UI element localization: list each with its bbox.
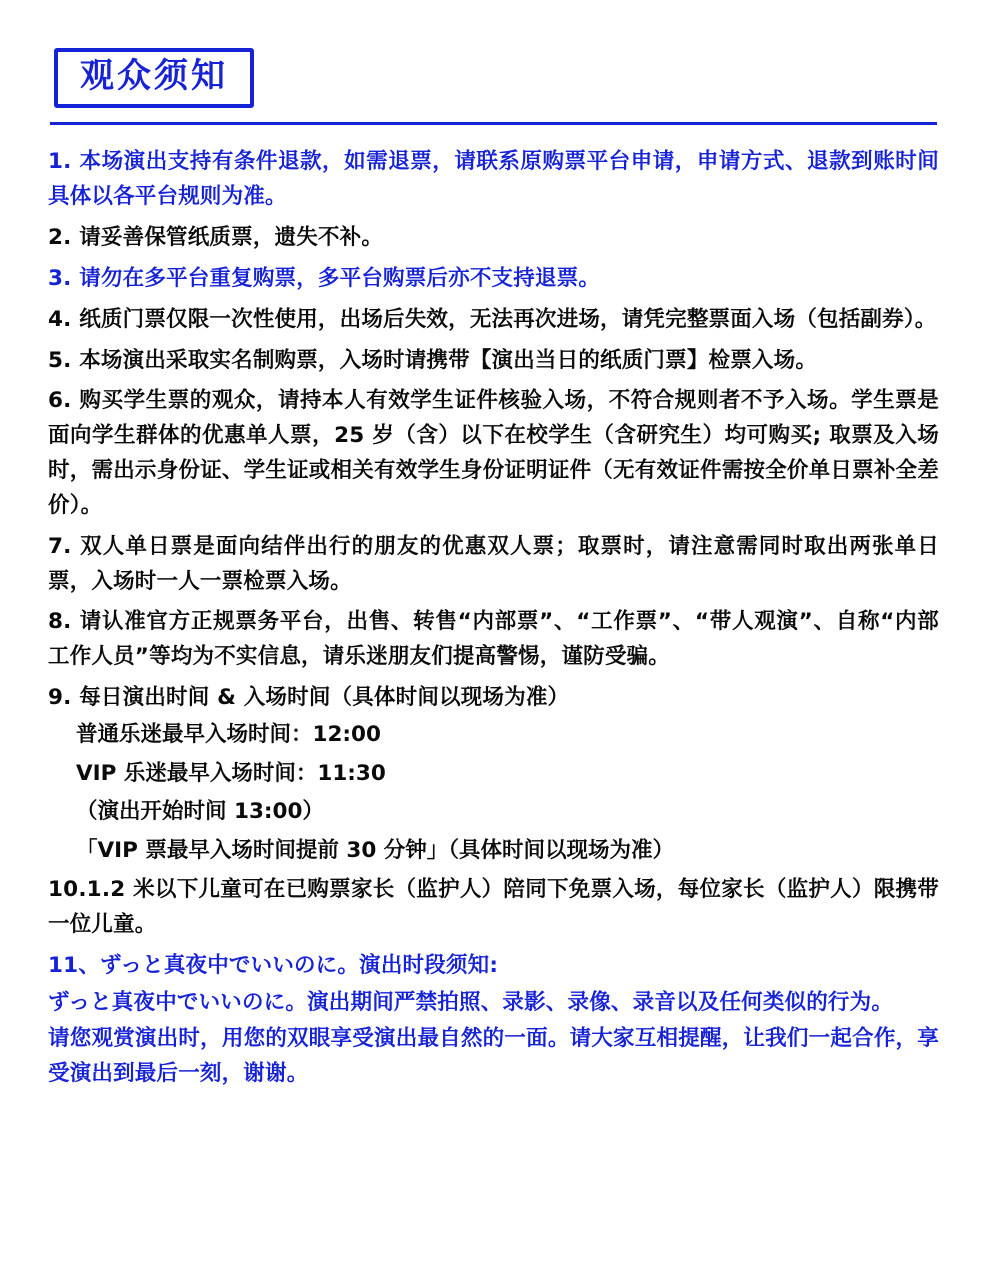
notice-item-real-name-ticketing: 5. 本场演出采取实名制购票，入场时请携带【演出当日的纸质门票】检票入场。 (48, 347, 818, 373)
schedule-vip-entry: VIP 乐迷最早入场时间：11:30 (76, 760, 386, 786)
schedule-general-entry: 普通乐迷最早入场时间：12:00 (76, 721, 381, 747)
notice-list (48, 145, 939, 1092)
page-title: 观众须知 (80, 56, 228, 96)
schedule-vip-note: 「VIP 票最早入场时间提前 30 分钟」（具体时间以现场为准） (76, 838, 675, 864)
page-title-box (54, 48, 254, 108)
page-title-wrap (54, 48, 939, 108)
notice-item-no-duplicate-purchase: 3. 请勿在多平台重复购票，多平台购票后亦不支持退票。 (48, 265, 601, 291)
notice-item-daily-schedule: 9. 每日演出时间 & 入场时间（具体时间以现场为准） (48, 684, 570, 710)
notice-item-single-use-ticket: 4. 纸质门票仅限一次性使用，出场后失效，无法再次进场，请凭完整票面入场（包括副券）。 (48, 306, 937, 332)
notice-item-student-ticket: 6. 购买学生票的观众，请持本人有效学生证件核验入场，不符合规则者不予入场。学生票是面向学生群体的优惠单人票，25 岁（含）以下在校学生（含研究生）均可购买; 取票及入场时，需出示身份证、学生证或相关有效学生身份证明证件（无有效证件需按全价单日票补全差价）。 (48, 388, 939, 518)
title-divider (50, 122, 937, 125)
notice-item-official-platform-warning: 8. 请认准官方正规票务平台，出售、转售“内部票”、“工作票”、“带人观演”、自称“内部工作人员”等均为不实信息，请乐迷朋友们提高警惕，谨防受骗。 (48, 609, 939, 670)
notice-item-artist-enjoy-note: 请您观赏演出时，用您的双眼享受演出最自然的一面。请大家互相提醒，让我们一起合作，享受演出到最后一刻，谢谢。 (48, 1026, 939, 1087)
schedule-show-start: （演出开始时间 13:00） (76, 799, 324, 825)
notice-item-artist-no-photo: ずっと真夜中でいいのに。演出期间严禁拍照、录影、录像、录音以及任何类似的行为。 (48, 989, 894, 1015)
notice-item-child-admission: 10.1.2 米以下儿童可在已购票家长（监护人）陪同下免票入场，每位家长（监护人）限携带一位儿童。 (48, 877, 939, 937)
notice-item-artist-set-notice-title: 11、ずっと真夜中でいいのに。演出时段须知: (48, 952, 499, 978)
notice-item-keep-ticket: 2. 请妥善保管纸质票，遗失不补。 (48, 225, 384, 251)
notice-item-refund-policy: 1. 本场演出支持有条件退款，如需退票，请联系原购票平台申请，申请方式、退款到账时间具体以各平台规则为准。 (48, 149, 939, 210)
notice-item-double-ticket: 7. 双人单日票是面向结伴出行的朋友的优惠双人票；取票时，请注意需同时取出两张单日票，入场时一人一票检票入场。 (48, 533, 939, 594)
